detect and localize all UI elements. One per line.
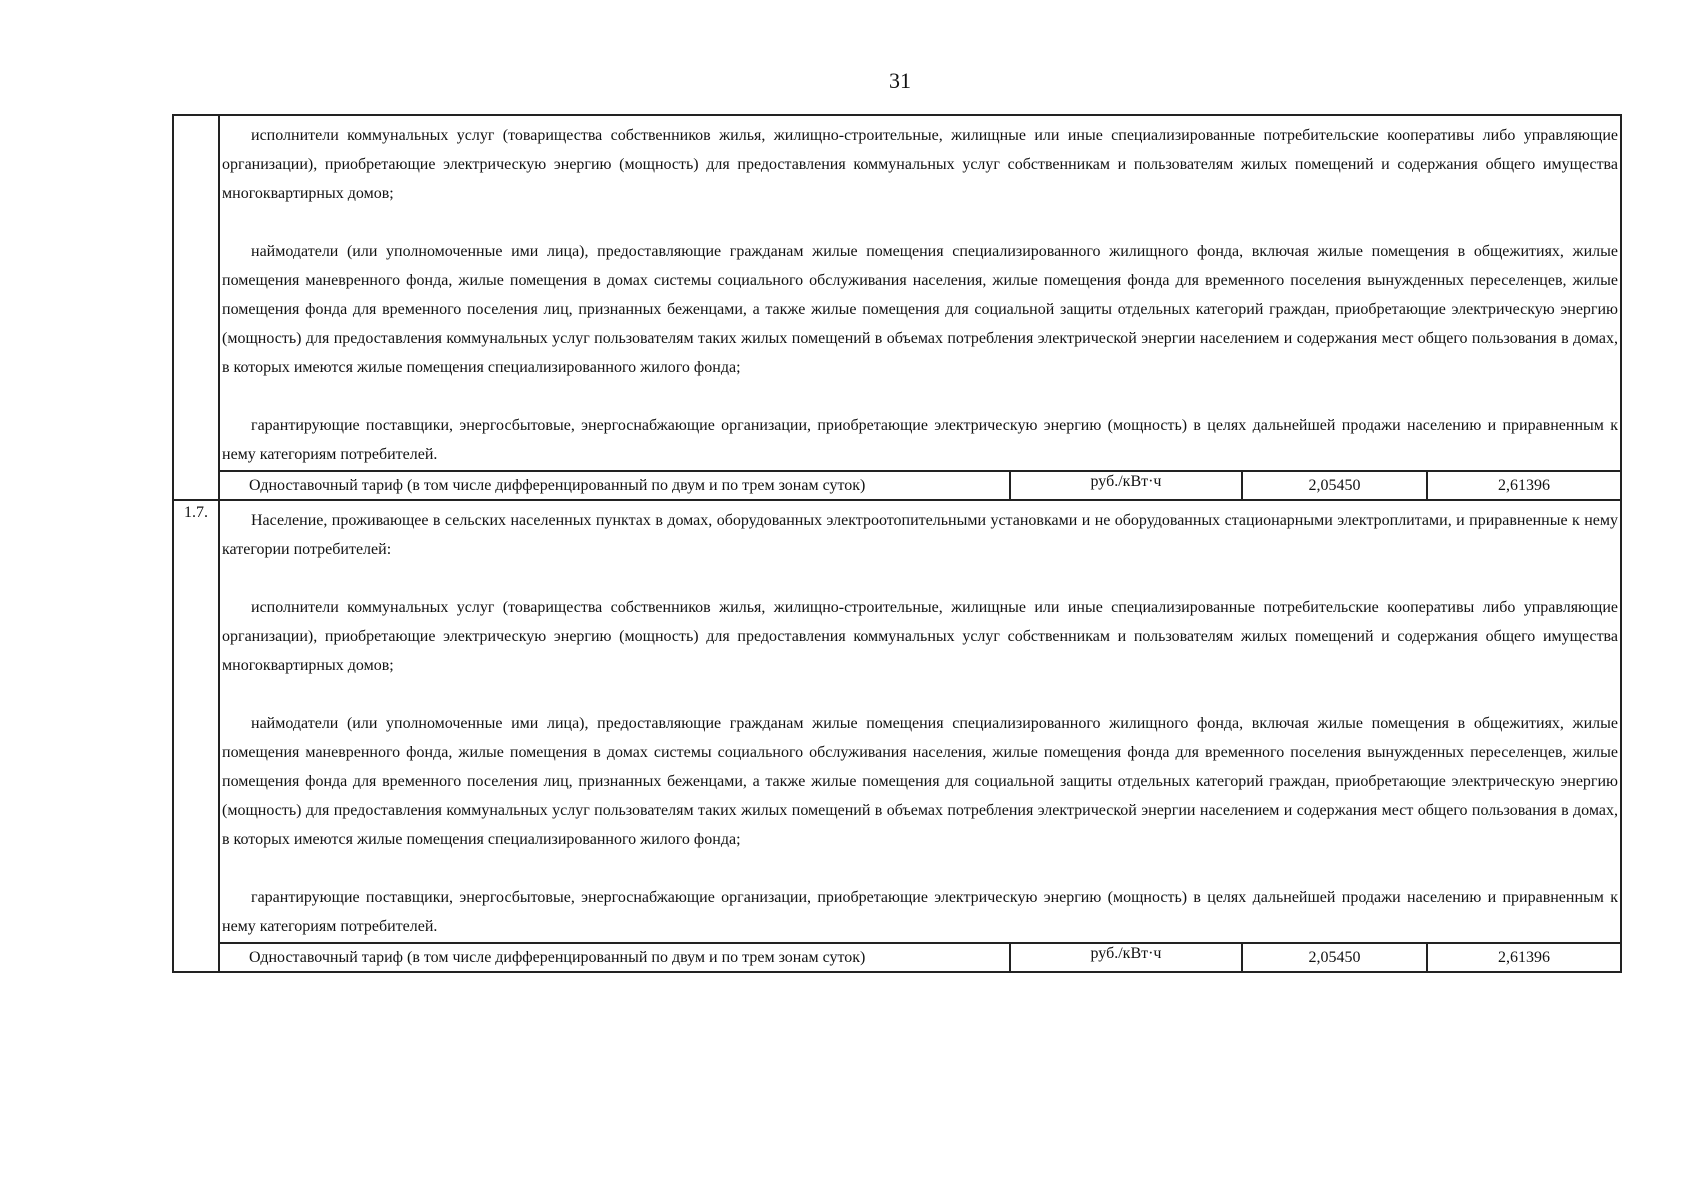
tariff-value-2: 2,61396 [1427, 471, 1621, 500]
tariff-unit: руб./кВт·ч [1010, 943, 1242, 972]
paragraph: наймодатели (или уполномоченные ими лица), предоставляющие гражданам жилые помещения специализированного жилищного фонда, включая жилые помещения в общежитиях, жилые помещения маневренного фонда, жилые помещения в домах системы социального обслуживания населения, жилые помещения фонда для временного поселения вынужденных переселенцев, жилые помещения фонда для временного поселения лиц, признанных беженцами, а также жилые помещения для социальной защиты отдельных категорий граждан, приобретающие электрическую энергию (мощность) для предоставления коммунальных услуг пользователям таких жилых помещений в объемах потребления электрической энергии населением и содержания мест общего пользования в домах, в которых имеются жилые помещения специализированного жилого фонда; [222, 243, 1618, 376]
table-row [173, 943, 1621, 972]
table-row [173, 500, 1621, 943]
section-intro: Население, проживающее в сельских населенных пунктах в домах, оборудованных электроотопительными установками и не оборудованных стационарными электроплитами, и приравненные к нему категории потребителей: [222, 512, 1618, 558]
page-number: 31 [889, 68, 911, 93]
row-number-cell: 1.7. [173, 500, 219, 972]
paragraph: гарантирующие поставщики, энергосбытовые, энергоснабжающие организации, приобретающие электрическую энергию (мощность) в целях дальнейшей продажи населению и приравненным к нему категориям потребителей. [222, 417, 1618, 463]
tariff-label: Одноставочный тариф (в том числе дифференцированный по двум и по трем зонам суток) [219, 471, 1010, 500]
paragraph: наймодатели (или уполномоченные ими лица), предоставляющие гражданам жилые помещения специализированного жилищного фонда, включая жилые помещения в общежитиях, жилые помещения маневренного фонда, жилые помещения в домах системы социального обслуживания населения, жилые помещения фонда для временного поселения вынужденных переселенцев, жилые помещения фонда для временного поселения лиц, признанных беженцами, а также жилые помещения для социальной защиты отдельных категорий граждан, приобретающие электрическую энергию (мощность) для предоставления коммунальных услуг пользователям таких жилых помещений в объемах потребления электрической энергии населением и содержания мест общего пользования в домах, в которых имеются жилые помещения специализированного жилого фонда; [222, 715, 1618, 848]
paragraph: гарантирующие поставщики, энергосбытовые, энергоснабжающие организации, приобретающие электрическую энергию (мощность) в целях дальнейшей продажи населению и приравненным к нему категориям потребителей. [222, 889, 1618, 935]
table-row [173, 471, 1621, 500]
paragraph: исполнители коммунальных услуг (товарищества собственников жилья, жилищно-строительные, жилищные или иные специализированные потребительские кооперативы либо управляющие организации), приобретающие электрическую энергию (мощность) для предоставления коммунальных услуг собственникам и пользователям жилых помещений и содержания общего имущества многоквартирных домов; [222, 599, 1618, 674]
description-cell [219, 115, 1621, 471]
tariff-table [172, 114, 1622, 973]
tariff-value-1: 2,05450 [1242, 471, 1427, 500]
description-cell [219, 500, 1621, 943]
paragraph: исполнители коммунальных услуг (товарищества собственников жилья, жилищно-строительные, жилищные или иные специализированные потребительские кооперативы либо управляющие организации), приобретающие электрическую энергию (мощность) для предоставления коммунальных услуг собственникам и пользователям жилых помещений и содержания общего имущества многоквартирных домов; [222, 127, 1618, 202]
row-number-cell [173, 115, 219, 500]
tariff-value-2: 2,61396 [1427, 943, 1621, 972]
tariff-value-1: 2,05450 [1242, 943, 1427, 972]
table-row [173, 115, 1621, 471]
tariff-unit: руб./кВт·ч [1010, 471, 1242, 500]
tariff-label: Одноставочный тариф (в том числе дифференцированный по двум и по трем зонам суток) [219, 943, 1010, 972]
